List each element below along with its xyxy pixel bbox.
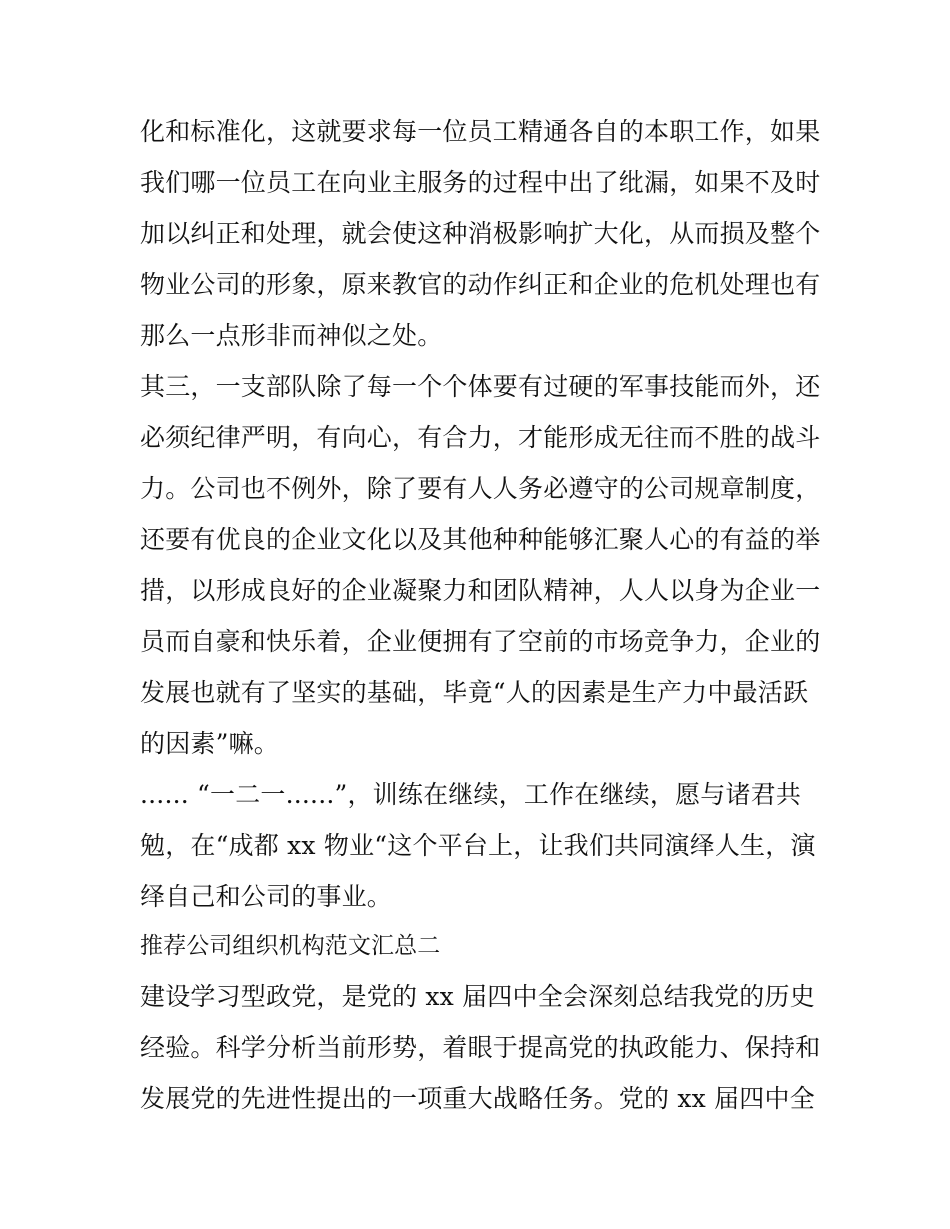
document-body	[140, 106, 830, 1124]
text-line: 化和标准化，这就要求每一位员工精通各自的本职工作，如果	[140, 117, 821, 146]
text-line: 建设学习型政党，是党的 xx 届四中全会深刻总结我党的历史	[140, 982, 815, 1011]
text-line: 发展也就有了坚实的基础，毕竟“人的因素是生产力中最活跃	[140, 678, 809, 707]
text-line: 发展党的先进性提出的一项重大战略任务。党的 xx 届四中全	[140, 1084, 815, 1113]
text-line: 勉，在“成都 xx 物业“这个平台上，让我们共同演绎人生，演	[140, 831, 816, 860]
text-line: 还要有优良的企业文化以及其他种种能够汇聚人心的有益的举	[140, 525, 821, 554]
text-line: 那么一点形非而神似之处。	[140, 321, 443, 350]
text-line: 我们哪一位员工在向业主服务的过程中出了纰漏，如果不及时	[140, 168, 821, 197]
text-line: 力。公司也不例外，除了要有人人务必遵守的公司规章制度，	[140, 474, 821, 503]
text-line: 必须纪律严明，有向心，有合力，才能形成无往而不胜的战斗	[140, 423, 821, 452]
text-line: 经验。科学分析当前形势，着眼于提高党的执政能力、保持和	[140, 1033, 821, 1062]
text-line: ...... “一二一......”，训练在继续，工作在继续，愿与诸君共	[140, 780, 802, 809]
text-line: 物业公司的形象，原来教官的动作纠正和企业的危机处理也有	[140, 270, 821, 299]
text-line: 的因素”嘛。	[140, 729, 279, 758]
text-line: 其三，一支部队除了每一个个体要有过硬的军事技能而外，还	[140, 372, 821, 401]
text-line: 绎自己和公司的事业。	[140, 882, 393, 911]
text-line: 措，以形成良好的企业凝聚力和团队精神，人人以身为企业一	[140, 576, 821, 605]
text-line: 员而自豪和快乐着，企业便拥有了空前的市场竞争力，企业的	[140, 627, 821, 656]
section-heading: 推荐公司组织机构范文汇总二	[140, 933, 441, 959]
text-line: 加以纠正和处理，就会使这种消极影响扩大化，从而损及整个	[140, 219, 821, 248]
